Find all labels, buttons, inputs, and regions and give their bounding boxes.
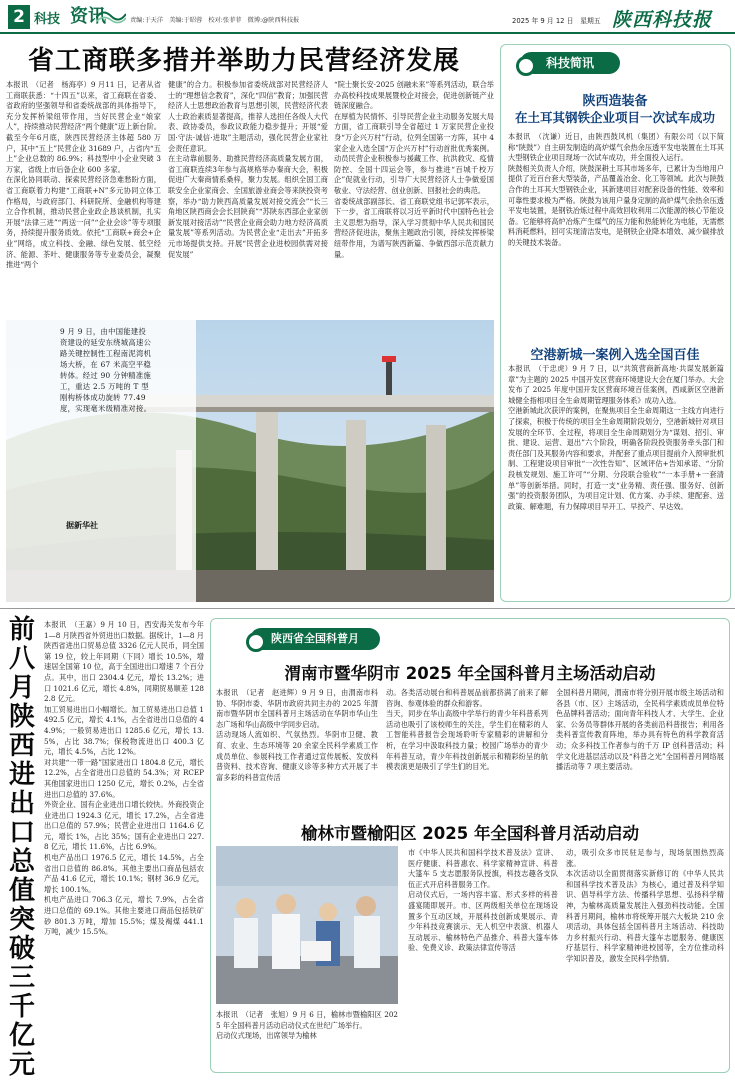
bridge-photo	[6, 320, 494, 602]
page-header	[0, 0, 735, 36]
trade-body: 本报讯 （王嘉）9 月 10 日，西安海关发布今年 1—8 月陕西省外贸进出口数据。据统计，1—8 月陕西省进出口贸易总值 3326 亿元人民币，同全国第 19 位，较上年同期（下同）增长 10.5%，增速居全国第 10 位，高于全国进出口增速 7 个百分点。其中，出口 2304.4 亿元，增长 13.2%；进口 1021.6 亿元，增长 4.8%，同期贸易顺差 1282.8 亿元。 加工贸易进出口小幅增长。加工贸易进出口总值 1492.5 亿元，增长 4.1%，占全省进出口总值的 44.9%；一般贸易进出口 1285.6 亿元，增长 13.5%，占比 38.7%；保税物流进出口 400.3 亿元，增长 4.5%，占比 12%。 对共建“一带一路”国家进出口 1804.8 亿元，增长 12.2%，占全省进出口总值的 54.3%；对 RCEP 其他国家进出口 1250 亿元，增长 0.2%，占全省进出口总值的 37.6%。 外资企业、国有企业进出口增长较快。外商投资企业进出口 1924.3 亿元，增长 17.2%，占全省进出口总值的 57.9%；民营企业进出口 1164.6 亿元，增长 1%，占比 35%；国有企业进出口 227.8 亿元，增长 11.6%，占比 6.9%。 机电产品出口 1976.5 亿元，增长 14.5%，占全省出口总值的 86.8%。其他主要出口商品包括农产品 41.6 亿元，增长 10.1%；钢材 36.9 亿元，增长 100.1%。 机电产品进口 706.3 亿元，增长 7.9%，占全省进口总值的 69.1%。其他主要进口商品包括铁矿砂 801.3 万吨，增加 15.5%；煤及褐煤 441.1 万吨，减少 15.5%。	[44, 620, 204, 937]
yulin-column-2: 市《中华人民共和国科学技术普及法》宣讲、医疗健康、科普惠农、科学家精神宣讲、科普大篷车 5 支志愿服务队授旗，科技志趣各支队伍正式开启科普服务工作。 启动仪式后，一场内容丰富、形式多样的科普盛宴随即展开。市、区两级相关单位在现场设置多个互动区域，开展科技创新成果展示、青少年科技竞赛演示、无人机空中表演、机器人互动展示、榆林特色产品推介、科普大篷车体验、免费义诊、政策法律宣传等活	[408, 848, 558, 953]
lead-column-3: “院士聚长安·2025 创融未来”等系列活动，联合举办高校科技成果展暨校企对接会，促进创新链产业链深度融合。 在厚植为民情怀、引导民营企业主动服务发展大局方面，省工商联引导全省超过 1 万家民营企业投身“万企兴万村”行动，位列全国第一方阵，其中 4 家企业入选全国“万企兴万村”行动首批优秀案例。动员民营企业积极参与援藏工作、抗洪救灾、疫情防控、全国十四运会等，参与推进“百城千校万企”促就业行动，引导广大民营经济人士争做爱国敬业、守法经营、创业创新、回报社会的典范。 省委统战部副部长、省工商联党组书记郭军表示，下一步，省工商联将以习近平新时代中国特色社会主义思想为指导，深入学习贯彻中华人民共和国民营经济促进法，聚焦主题政治引领，持续发挥桥梁纽带作用，为谱写陕西新篇、争做西部示范贡献力量。	[334, 80, 494, 259]
issue-date: 2025 年 9 月 12 日 星期五	[512, 17, 601, 25]
weinan-column-3: 全国科普月期间，渭南市将分别开展市级主场活动和各县（市、区）主场活动，全民科学素质成员单位特色品牌科普活动；面向青年科技人才、大学生、企业家、公务员等群体开展的各类前沿科普报告；利用各类科普宣传教育阵地，举办具有特色的科学教育活动；众多科技工作者参与的千万 IP 创科普活动；科学文化进基层活动以及“科普之光”全国科普月网络展播活动等 7 项主要活动。	[556, 688, 724, 772]
lead-column-1: 本报讯 （记者 杨海亭）9 月11 日，记者从省工商联获悉：“十四五”以来，省工商联在省委、省政府的坚强领导和省委统战部的具体指导下，充分发挥桥梁纽带作用，当好民营企业“娘家人”，持续推动民营经济“两个健康”迈上新台阶。截至今年6月底，陕西民营经济主体超 580 万户，其中“五上”民营企业 31689 户，占省内“五上”企业总数的 86.9%；科技型中小企业突破 3 万家，省级上市后备企业 600 多家。 在深化协同联动、探索民营经济急难愁盼方面，省工商联着力构建“工商联+N”多元协同立体工作格局，与政府部门、科研院所、金融机构等建立合作机制，推动民营企业政企恳谈机制，扎实开展“法律三进”“两送一问”“企业会诊”等专项服务，持续提升服务质效。依托“工商联+商会+企业”网络，成立科技、金融、绿色发展、低空经济、能源、茶叶、健康服务等专业委员会，凝聚推进“两个	[6, 80, 161, 270]
sidebar-story1-title-b: 在土耳其钢铁企业项目一次试车成功	[514, 110, 715, 125]
wave-ornament-icon	[96, 6, 126, 26]
section-name-b: 资讯	[70, 6, 106, 27]
sidebar-label: 科技简讯	[520, 52, 620, 74]
header-rule	[0, 32, 735, 34]
yulin-column-1: 本报讯 （记者 张旭）9 月 6 日，榆林市暨榆阳区 2025 年全国科普月活动启动仪式在世纪广场举行。 启动仪式现场，出席领导为榆林	[216, 1010, 398, 1041]
weinan-headline: 渭南市暨华阴市 2025 年全国科普月主场活动启动	[284, 664, 656, 683]
trade-headline: 前八月陕西进出口总值突破三千亿元	[8, 615, 35, 1080]
weinan-column-2: 动。各类活动展台和科普展品前都挤满了前来了解咨询、参观体验的群众和游客。 当天，同步在华山高级中学举行的青少年科普系列活动也吸引了该校师生的关注，学生们在精彩的人工智能科普报告会现场聆听专家精彩的讲解和分析，在学习中汲取科技力量；校园广场举办的青少年科普互动，青少年科技创新展示和精彩纷呈的航模表演更是吸引了学生们的目光。	[386, 688, 548, 772]
lead-headline: 省工商联多措并举助力民营经济发展	[28, 46, 461, 76]
yulin-headline: 榆林市暨榆阳区 2025 年全国科普月活动启动	[301, 824, 639, 843]
masthead-logo: 陕西科技报	[612, 9, 713, 31]
science-month-label: 陕西省全国科普月	[250, 628, 380, 650]
page-number: 2	[8, 5, 30, 29]
section-divider	[0, 608, 735, 609]
sidebar-story2-body: 本报讯 （于忠虎）9 月 7 日，以“共筑营商新高地·共谋发展新篇章”为主题的 2025 中国开发区营商环境建设大会在厦门举办。大会发布了 2025 年度中国开发区营商环境百佳案例，西咸新区空港新城健全指相项目全生命周期管理服务体系》成功入选。 空港新城此次获评的案例，在聚焦项目全生命周期这一主线方向进行了探索，积极于传统的项目全生命周期阶段划分，空港新城针对项目发展的全环节、全过程，将项目全生命周期划分为“谋划、招引、审批、建设、运营、退出”六个阶段，明确各阶段投资服务牵头部门和责任部门及其服务内容和要求，并配套了重点项目提前介入预审批机制、工程建设项目审批“一次性告知”、区域评估+告知承诺、“分阶段核发规划、施工许可”“分期、分段联合验收”“一本手册+一套清单”等创新举措。同时，打造一支“业务精、责任强、服务好、创新强”的投资服务团队，为项目定计划、优方案、办手续、建配套、送政策、解难题，有力保障项目早开工、早投产、早达效。	[508, 364, 724, 511]
photo-caption: 9 月 9 日，由中国能建投资建设的延安东绕城高速公路关键控制性工程南泥湾机场大桥，在 67 米高空平稳转体。经过 90 分钟精准施工，重达 2.5 万吨的 T 型刚构桥体成功旋转 77.49 度，实现毫米级精准对接。	[60, 327, 152, 413]
lead-column-2: 健康”的合力。积极参加省委统战部对民营经济人士的“理想信念教育”，深化“四信”教育；加强民营经济人士思想政治教育与思想引领，民营经济代表人士政治素质显著提高，推荐人选担任各级人大代表、政协委员，参政议政能力稳步提升；开展“爱国·守法·诚信·进取”主题活动，强化民营企业家社会责任意识。 在主动靠前服务、助推民营经济高质量发展方面，省工商联连续3年参与高规格举办秦商大会，积极促进广大秦商情系桑梓，聚力发展。组织全国工商联安全企业家商会、全国旅游业商会等来陕投资考察，举办“助力陕西高质量发展对接交流会”“长三角地区陕西商会会长回陕商”“苏陕东西部企业家创新发展对接活动”“民营企业商会助力地方经济高质量发展”等系列活动。为民营企业“走出去”开拓多元市场提供支持。开展“民营企业进校园供需对接促发展”	[168, 80, 328, 259]
editor-line: 责编:于天洋 美编:于昭蓉 校对:张菲菲 微博:@陕西科技报	[130, 17, 300, 24]
section-name-a: 科技	[34, 12, 61, 27]
weinan-column-1: 本报讯 （记者 赵进辉）9 月 9 日，由渭南市科协、华阴市委、华阴市政府共同主办的 2025 年渭南市暨华阴市全国科普月主场活动在华阴市华山生态广场和华山高级中学同步启动。 活动现场人流如织、气氛热烈。华阴市卫健、教育、农业、生态环境等 20 余家全民科学素质工作成员单位、参展科技工作者通过宣传展板、发放科普资料、技术咨询、健康义诊等多种方式开展了丰富多彩的科普宣传活	[216, 688, 378, 782]
sidebar-story1-body: 本报讯 （沈谦）近日，由陕西鼓风机（集团）有限公司（以下简称“陕鼓”）自主研发制造的高炉煤气余热余压透平发电装置在土耳其大型钢铁企业项目现场一次试车成功，并全面投入运行。 陕鼓相关负责人介绍，陕鼓深耕土耳其市场多年，已累计为当地用户提供了近百台套大型装备，产品覆盖冶金、化工等领域。此次与陕鼓合作的土耳其大型钢铁企业，其新建项目对配套设备的性能、效率和可靠性要求极为严格。陕鼓为该用户量身定制的高炉煤气余热余压透平发电装置，是钢铁冶炼过程中高效回收利用二次能源的核心节能设备。它能够将高炉冶炼产生煤气的压力能和热能转化为电能，无需燃料消耗燃料，回可实现清洁发电，是钢铁企业降本增效、减少碳排放的关键技术装备。	[508, 132, 724, 247]
sidebar-story1-title-a: 陕西造装备	[582, 94, 648, 109]
photo-credit: 据新华社	[66, 521, 98, 530]
sidebar-story2-title: 空港新城一案例入选全国百佳	[530, 348, 700, 363]
yulin-image	[216, 846, 398, 1004]
yulin-column-3: 动，吸引众多市民驻足参与，现场氛围热烈高涨。 本次活动以全面贯彻落实新修订的《中华人民共和国科学技术普及法》为核心，通过普及科学知识、倡导科学方法、传播科学思想、弘扬科学精神，为榆林高质量发展注入强劲科技动能。全国科普月期间，榆林市将统筹开展六大板块 210 余项活动，具体包括全国科普月主场活动、科技助力乡村振兴行动、科普大篷车志愿服务、健康医疗基层行、科学家精神进校园等，全方位推动科学知识普及，激发全民科学热情。	[566, 848, 724, 963]
yulin-photo	[216, 846, 398, 1004]
